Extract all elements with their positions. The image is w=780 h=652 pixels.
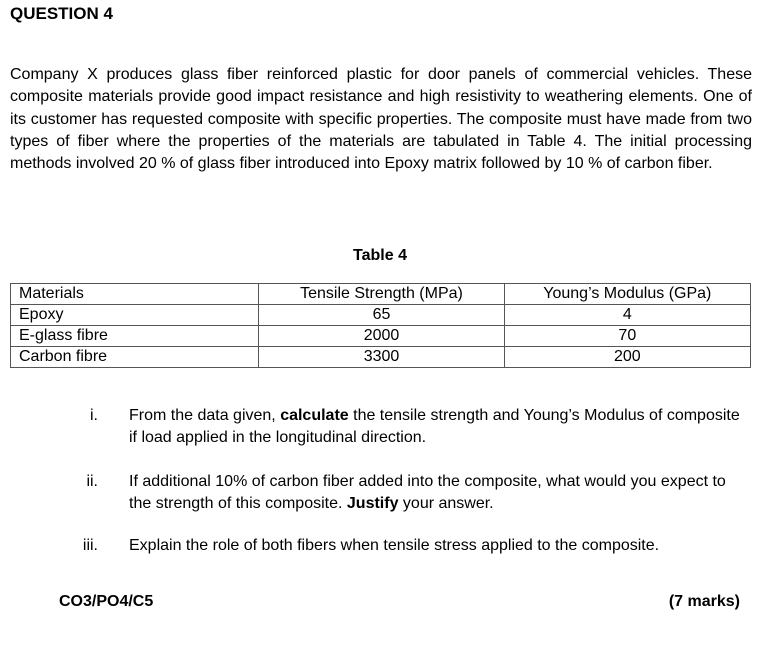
sub-question-number: iii.: [82, 537, 98, 554]
table-header-cell: Young’s Modulus (GPa): [504, 284, 750, 305]
sub-question-text: Explain the role of both fibers when tensile stress applied to the composite.: [129, 537, 660, 554]
sub-question-text: If additional 10% of carbon fiber added into the composite, what would you expect to the strength of this composite. Justify your answer.: [129, 473, 726, 512]
table-cell: Carbon fibre: [11, 347, 259, 368]
table-row: [11, 347, 751, 368]
sub-question-text: From the data given, calculate the tensile strength and Young’s Modulus of composite if load applied in the longitudinal direction.: [129, 407, 740, 446]
table-cell: 70: [504, 326, 750, 347]
question-heading: QUESTION 4: [10, 4, 113, 23]
table-header-row: [11, 284, 751, 305]
table-caption: Table 4: [353, 247, 407, 264]
sub-question-number: i.: [90, 407, 98, 424]
course-outcome-code: CO3/PO4/C5: [59, 593, 154, 610]
table-header-cell: Tensile Strength (MPa): [259, 284, 504, 305]
question-intro: Company X produces glass fiber reinforced plastic for door panels of commercial vehicles. These composite materials provide good impact resistance and high resistivity to weathering elements. One of its customer has requested composite with specific properties. The composite must have made from two types of fiber where the properties of the materials are tabulated in Table 4. The initial processing methods involved 20 % of glass fiber introduced into Epoxy matrix followed by 10 % of carbon fiber.: [10, 66, 752, 173]
table-cell: 65: [259, 305, 504, 326]
table-row: [11, 305, 751, 326]
table-cell: E-glass fibre: [11, 326, 259, 347]
table-row: [11, 326, 751, 347]
marks-label: (7 marks): [668, 593, 740, 610]
table-cell: 3300: [259, 347, 504, 368]
properties-table: [10, 283, 751, 368]
table-cell: 4: [504, 305, 750, 326]
table-cell: 2000: [259, 326, 504, 347]
table-header-cell: Materials: [11, 284, 259, 305]
sub-question-number: ii.: [86, 473, 98, 490]
table-cell: 200: [504, 347, 750, 368]
table-cell: Epoxy: [11, 305, 259, 326]
